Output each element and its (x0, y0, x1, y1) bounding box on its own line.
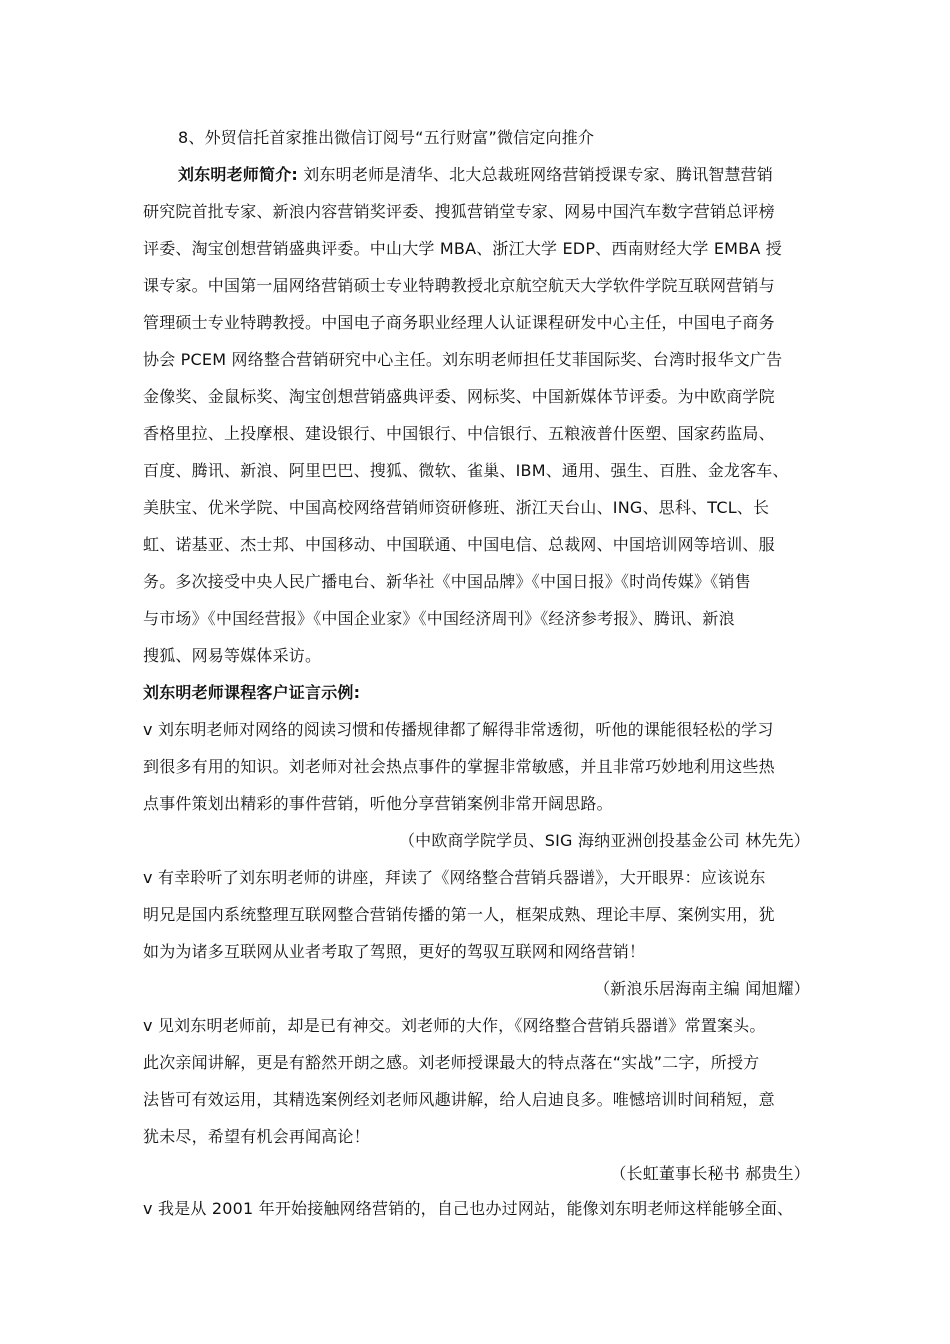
testimonial-line: v 我是从 2001 年开始接触网络营销的，自己也办过网站，能像刘东明老师这样能够全面、 (143, 1199, 794, 1218)
testimonial-line: v 有幸聆听了刘东明老师的讲座，拜读了《网络整合营销兵器谱》，大开眼界：应该说东 (143, 868, 766, 887)
testimonial-line: 到很多有用的知识。刘老师对社会热点事件的掌握非常敏感，并且非常巧妙地利用这些热 (143, 757, 775, 776)
intro-text-line: 搜狐、网易等媒体采访。 (143, 646, 322, 665)
intro-text-line: 虹、诺基亚、杰士邦、中国移动、中国联通、中国电信、总裁网、中国培训网等培训、服 (143, 535, 775, 554)
list-item-8: 8、外贸信托首家推出微信订阅号“五行财富”微信定向推介 (178, 128, 595, 147)
intro-label: 刘东明老师简介: (178, 165, 298, 184)
testimonial-line: 如为为诸多互联网从业者考取了驾照，更好的驾驭互联网和网络营销！ (143, 942, 646, 961)
testimonials-heading: 刘东明老师课程客户证言示例: (143, 683, 361, 702)
testimonial-line: 明兄是国内系统整理互联网整合营销传播的第一人，框架成熟、理论丰厚、案例实用，犹 (143, 905, 775, 924)
intro-text-line: 评委、淘宝创想营销盛典评委。中山大学 MBA、浙江大学 EDP、西南财经大学 EMBA 授 (143, 239, 782, 258)
intro-text-line: 协会 PCEM 网络整合营销研究中心主任。刘东明老师担任艾菲国际奖、台湾时报华文广告 (143, 350, 783, 369)
intro-text-line: 管理硕士专业特聘教授。中国电子商务职业经理人认证课程研发中心主任，中国电子商务 (143, 313, 775, 332)
intro-text-line: 课专家。中国第一届网络营销硕士专业特聘教授北京航空航天大学软件学院互联网营销与 (143, 276, 775, 295)
intro-text-line: 研究院首批专家、新浪内容营销奖评委、搜狐营销堂专家、网易中国汽车数字营销总评榜 (143, 202, 775, 221)
testimonial-line: 法皆可有效运用，其精选案例经刘老师风趣讲解，给人启迪良多。唯憾培训时间稍短，意 (143, 1090, 775, 1109)
intro-text-line: 务。多次接受中央人民广播电台、新华社《中国品牌》《中国日报》《时尚传媒》《销售 (143, 572, 751, 591)
intro-text-line: 美肤宝、优米学院、中国高校网络营销师资研修班、浙江天台山、ING、思科、TCL、长 (143, 498, 770, 517)
testimonial-attribution: （新浪乐居海南主编 闻旭耀） (594, 979, 810, 998)
intro-first-line (178, 165, 773, 185)
testimonial-line: 此次亲闻讲解，更是有豁然开朗之感。刘老师授课最大的特点落在“实战”二字，所授方 (143, 1053, 760, 1072)
intro-text-line: 百度、腾讯、新浪、阿里巴巴、搜狐、微软、雀巢、IBM、通用、强生、百胜、金龙客车、 (143, 461, 789, 480)
testimonial-attribution: （中欧商学院学员、SIG 海纳亚洲创投基金公司 林先先） (398, 831, 810, 850)
testimonial-line: v 刘东明老师对网络的阅读习惯和传播规律都了解得非常透彻，听他的课能很轻松的学习 (143, 720, 774, 739)
intro-text-line: 金像奖、金鼠标奖、淘宝创想营销盛典评委、网标奖、中国新媒体节评委。为中欧商学院 (143, 387, 775, 406)
testimonial-line: v 见刘东明老师前，却是已有神交。刘老师的大作，《网络整合营销兵器谱》常置案头。 (143, 1016, 766, 1035)
intro-text-line: 与市场》《中国经营报》《中国企业家》《中国经济周刊》《经济参考报》、腾讯、新浪 (143, 609, 735, 628)
testimonial-line: 犹未尽，希望有机会再闻高论！ (143, 1127, 370, 1146)
testimonial-attribution: （长虹董事长秘书 郝贵生） (610, 1164, 810, 1183)
intro-text-line: 香格里拉、上投摩根、建设银行、中国银行、中信银行、五粮液普什医塑、国家药监局、 (143, 424, 775, 443)
intro-text-line: 刘东明老师是清华、北大总裁班网络营销授课专家、腾讯智慧营销 (298, 165, 774, 184)
testimonial-line: 点事件策划出精彩的事件营销，听他分享营销案例非常开阔思路。 (143, 794, 613, 813)
